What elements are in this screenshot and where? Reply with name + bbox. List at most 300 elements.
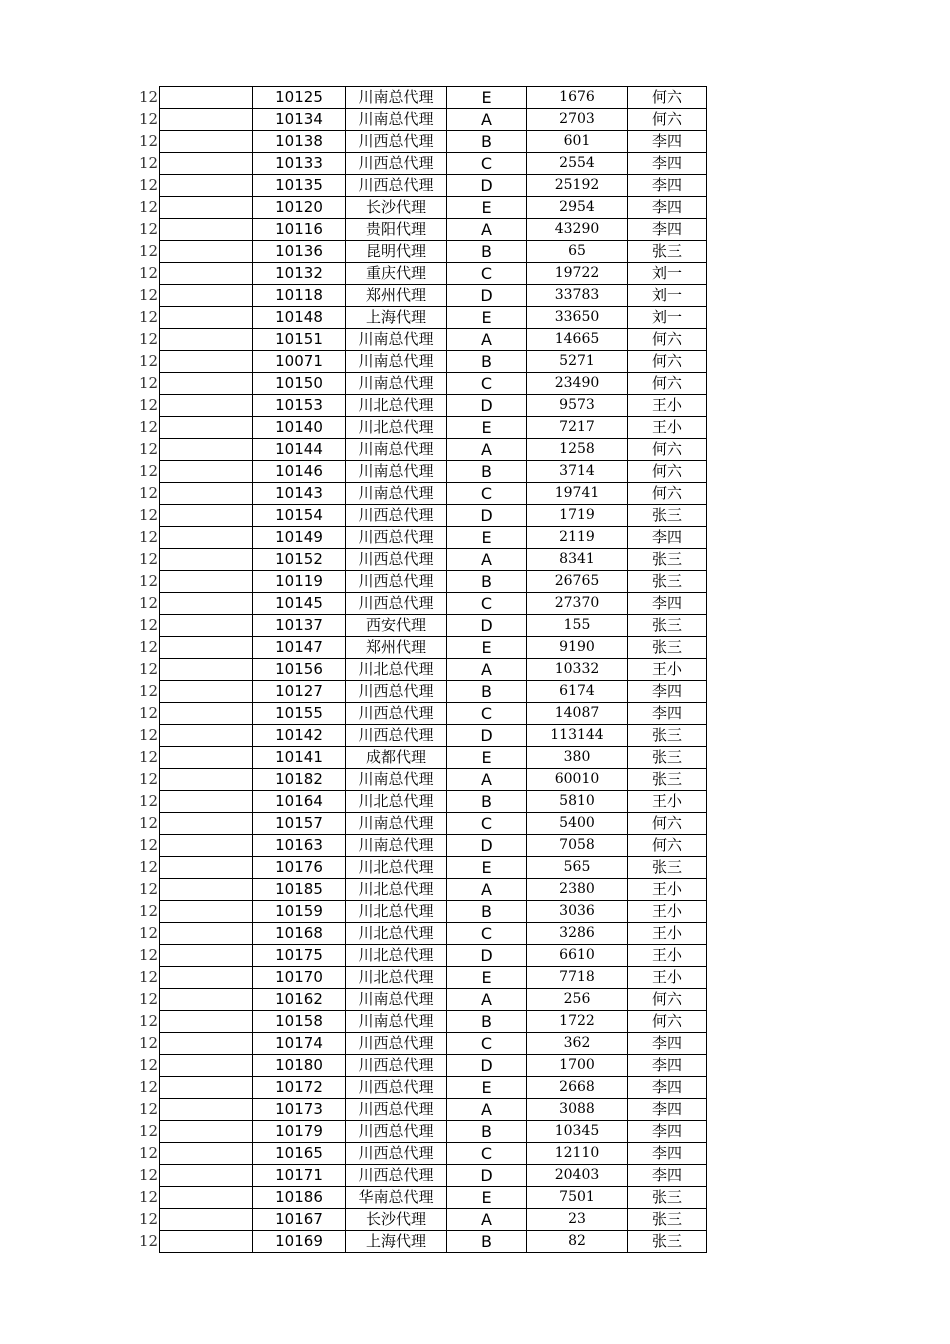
blank-cell[interactable]	[160, 879, 253, 901]
person-cell[interactable]: 王小	[628, 967, 707, 989]
amount-cell[interactable]: 380	[527, 747, 628, 769]
month-cell[interactable]: 12	[139, 616, 159, 634]
amount-cell[interactable]: 25192	[527, 175, 628, 197]
person-cell[interactable]: 何六	[628, 109, 707, 131]
category-cell[interactable]: A	[447, 1099, 527, 1121]
agent-cell[interactable]: 川西总代理	[346, 1033, 447, 1055]
person-cell[interactable]: 何六	[628, 87, 707, 109]
amount-cell[interactable]: 33650	[527, 307, 628, 329]
amount-cell[interactable]: 9190	[527, 637, 628, 659]
category-cell[interactable]: D	[447, 1055, 527, 1077]
blank-cell[interactable]	[160, 1121, 253, 1143]
month-cell[interactable]: 12	[139, 1144, 159, 1162]
blank-cell[interactable]	[160, 659, 253, 681]
person-cell[interactable]: 王小	[628, 879, 707, 901]
agent-cell[interactable]: 华南总代理	[346, 1187, 447, 1209]
person-cell[interactable]: 李四	[628, 197, 707, 219]
category-cell[interactable]: E	[447, 87, 527, 109]
amount-cell[interactable]: 6174	[527, 681, 628, 703]
code-cell[interactable]: 10132	[253, 263, 346, 285]
agent-cell[interactable]: 川北总代理	[346, 857, 447, 879]
month-cell[interactable]: 12	[139, 286, 159, 304]
month-cell[interactable]: 12	[139, 990, 159, 1008]
person-cell[interactable]: 何六	[628, 1011, 707, 1033]
person-cell[interactable]: 何六	[628, 439, 707, 461]
person-cell[interactable]: 李四	[628, 1055, 707, 1077]
agent-cell[interactable]: 郑州代理	[346, 637, 447, 659]
amount-cell[interactable]: 19741	[527, 483, 628, 505]
category-cell[interactable]: B	[447, 901, 527, 923]
code-cell[interactable]: 10156	[253, 659, 346, 681]
person-cell[interactable]: 李四	[628, 1143, 707, 1165]
code-cell[interactable]: 10149	[253, 527, 346, 549]
month-cell[interactable]: 12	[139, 682, 159, 700]
month-cell[interactable]: 12	[139, 594, 159, 612]
code-cell[interactable]: 10152	[253, 549, 346, 571]
person-cell[interactable]: 何六	[628, 813, 707, 835]
code-cell[interactable]: 10142	[253, 725, 346, 747]
person-cell[interactable]: 何六	[628, 483, 707, 505]
amount-cell[interactable]: 2668	[527, 1077, 628, 1099]
blank-cell[interactable]	[160, 1033, 253, 1055]
agent-cell[interactable]: 川西总代理	[346, 131, 447, 153]
blank-cell[interactable]	[160, 417, 253, 439]
person-cell[interactable]: 刘一	[628, 263, 707, 285]
category-cell[interactable]: D	[447, 1165, 527, 1187]
agent-cell[interactable]: 川南总代理	[346, 109, 447, 131]
blank-cell[interactable]	[160, 571, 253, 593]
category-cell[interactable]: D	[447, 835, 527, 857]
agent-cell[interactable]: 川西总代理	[346, 1099, 447, 1121]
category-cell[interactable]: B	[447, 351, 527, 373]
agent-cell[interactable]: 川西总代理	[346, 153, 447, 175]
person-cell[interactable]: 张三	[628, 747, 707, 769]
blank-cell[interactable]	[160, 1011, 253, 1033]
month-cell[interactable]: 12	[139, 792, 159, 810]
month-cell[interactable]: 12	[139, 902, 159, 920]
code-cell[interactable]: 10175	[253, 945, 346, 967]
amount-cell[interactable]: 82	[527, 1231, 628, 1253]
category-cell[interactable]: A	[447, 329, 527, 351]
person-cell[interactable]: 何六	[628, 329, 707, 351]
category-cell[interactable]: A	[447, 989, 527, 1011]
code-cell[interactable]: 10127	[253, 681, 346, 703]
code-cell[interactable]: 10153	[253, 395, 346, 417]
category-cell[interactable]: D	[447, 395, 527, 417]
blank-cell[interactable]	[160, 153, 253, 175]
month-cell[interactable]: 12	[139, 132, 159, 150]
amount-cell[interactable]: 3088	[527, 1099, 628, 1121]
month-cell[interactable]: 12	[139, 1122, 159, 1140]
month-cell[interactable]: 12	[139, 814, 159, 832]
agent-cell[interactable]: 川南总代理	[346, 461, 447, 483]
category-cell[interactable]: E	[447, 747, 527, 769]
blank-cell[interactable]	[160, 109, 253, 131]
month-cell[interactable]: 12	[139, 770, 159, 788]
month-cell[interactable]: 12	[139, 242, 159, 260]
month-cell[interactable]: 12	[139, 924, 159, 942]
amount-cell[interactable]: 1258	[527, 439, 628, 461]
blank-cell[interactable]	[160, 549, 253, 571]
blank-cell[interactable]	[160, 791, 253, 813]
month-cell[interactable]: 12	[139, 506, 159, 524]
blank-cell[interactable]	[160, 615, 253, 637]
blank-cell[interactable]	[160, 1209, 253, 1231]
category-cell[interactable]: A	[447, 769, 527, 791]
agent-cell[interactable]: 川南总代理	[346, 813, 447, 835]
agent-cell[interactable]: 川南总代理	[346, 373, 447, 395]
person-cell[interactable]: 李四	[628, 1099, 707, 1121]
blank-cell[interactable]	[160, 923, 253, 945]
agent-cell[interactable]: 川西总代理	[346, 593, 447, 615]
month-cell[interactable]: 12	[139, 638, 159, 656]
person-cell[interactable]: 李四	[628, 703, 707, 725]
blank-cell[interactable]	[160, 307, 253, 329]
category-cell[interactable]: B	[447, 1121, 527, 1143]
code-cell[interactable]: 10159	[253, 901, 346, 923]
month-cell[interactable]: 12	[139, 1078, 159, 1096]
agent-cell[interactable]: 川西总代理	[346, 1143, 447, 1165]
person-cell[interactable]: 张三	[628, 1231, 707, 1253]
blank-cell[interactable]	[160, 175, 253, 197]
category-cell[interactable]: A	[447, 879, 527, 901]
category-cell[interactable]: B	[447, 1011, 527, 1033]
person-cell[interactable]: 王小	[628, 417, 707, 439]
person-cell[interactable]: 李四	[628, 681, 707, 703]
person-cell[interactable]: 王小	[628, 901, 707, 923]
agent-cell[interactable]: 郑州代理	[346, 285, 447, 307]
agent-cell[interactable]: 川北总代理	[346, 791, 447, 813]
month-cell[interactable]: 12	[139, 968, 159, 986]
amount-cell[interactable]: 1719	[527, 505, 628, 527]
amount-cell[interactable]: 256	[527, 989, 628, 1011]
blank-cell[interactable]	[160, 1143, 253, 1165]
category-cell[interactable]: E	[447, 1077, 527, 1099]
blank-cell[interactable]	[160, 813, 253, 835]
code-cell[interactable]: 10147	[253, 637, 346, 659]
month-cell[interactable]: 12	[139, 462, 159, 480]
person-cell[interactable]: 张三	[628, 769, 707, 791]
month-cell[interactable]: 12	[139, 1210, 159, 1228]
blank-cell[interactable]	[160, 1077, 253, 1099]
code-cell[interactable]: 10150	[253, 373, 346, 395]
agent-cell[interactable]: 川西总代理	[346, 703, 447, 725]
code-cell[interactable]: 10176	[253, 857, 346, 879]
month-cell[interactable]: 12	[139, 198, 159, 216]
person-cell[interactable]: 张三	[628, 241, 707, 263]
amount-cell[interactable]: 2703	[527, 109, 628, 131]
agent-cell[interactable]: 川西总代理	[346, 527, 447, 549]
code-cell[interactable]: 10167	[253, 1209, 346, 1231]
amount-cell[interactable]: 565	[527, 857, 628, 879]
amount-cell[interactable]: 27370	[527, 593, 628, 615]
category-cell[interactable]: B	[447, 791, 527, 813]
month-cell[interactable]: 12	[139, 946, 159, 964]
person-cell[interactable]: 李四	[628, 131, 707, 153]
person-cell[interactable]: 张三	[628, 549, 707, 571]
category-cell[interactable]: D	[447, 615, 527, 637]
month-cell[interactable]: 12	[139, 704, 159, 722]
category-cell[interactable]: E	[447, 1187, 527, 1209]
amount-cell[interactable]: 10332	[527, 659, 628, 681]
agent-cell[interactable]: 川西总代理	[346, 1165, 447, 1187]
month-cell[interactable]: 12	[139, 1166, 159, 1184]
amount-cell[interactable]: 113144	[527, 725, 628, 747]
code-cell[interactable]: 10146	[253, 461, 346, 483]
month-cell[interactable]: 12	[139, 484, 159, 502]
month-cell[interactable]: 12	[139, 352, 159, 370]
person-cell[interactable]: 张三	[628, 1187, 707, 1209]
code-cell[interactable]: 10145	[253, 593, 346, 615]
blank-cell[interactable]	[160, 131, 253, 153]
code-cell[interactable]: 10134	[253, 109, 346, 131]
amount-cell[interactable]: 26765	[527, 571, 628, 593]
blank-cell[interactable]	[160, 461, 253, 483]
blank-cell[interactable]	[160, 637, 253, 659]
code-cell[interactable]: 10140	[253, 417, 346, 439]
amount-cell[interactable]: 5810	[527, 791, 628, 813]
month-cell[interactable]: 12	[139, 330, 159, 348]
code-cell[interactable]: 10135	[253, 175, 346, 197]
blank-cell[interactable]	[160, 351, 253, 373]
amount-cell[interactable]: 9573	[527, 395, 628, 417]
blank-cell[interactable]	[160, 285, 253, 307]
person-cell[interactable]: 张三	[628, 637, 707, 659]
category-cell[interactable]: B	[447, 461, 527, 483]
blank-cell[interactable]	[160, 967, 253, 989]
category-cell[interactable]: C	[447, 263, 527, 285]
person-cell[interactable]: 何六	[628, 351, 707, 373]
amount-cell[interactable]: 12110	[527, 1143, 628, 1165]
blank-cell[interactable]	[160, 263, 253, 285]
code-cell[interactable]: 10168	[253, 923, 346, 945]
agent-cell[interactable]: 川北总代理	[346, 967, 447, 989]
month-cell[interactable]: 12	[139, 440, 159, 458]
amount-cell[interactable]: 23490	[527, 373, 628, 395]
amount-cell[interactable]: 3286	[527, 923, 628, 945]
amount-cell[interactable]: 6610	[527, 945, 628, 967]
amount-cell[interactable]: 362	[527, 1033, 628, 1055]
category-cell[interactable]: B	[447, 241, 527, 263]
month-cell[interactable]: 12	[139, 880, 159, 898]
agent-cell[interactable]: 成都代理	[346, 747, 447, 769]
month-cell[interactable]: 12	[139, 220, 159, 238]
amount-cell[interactable]: 23	[527, 1209, 628, 1231]
person-cell[interactable]: 何六	[628, 989, 707, 1011]
amount-cell[interactable]: 65	[527, 241, 628, 263]
person-cell[interactable]: 李四	[628, 1033, 707, 1055]
blank-cell[interactable]	[160, 945, 253, 967]
blank-cell[interactable]	[160, 1187, 253, 1209]
amount-cell[interactable]: 14665	[527, 329, 628, 351]
agent-cell[interactable]: 川南总代理	[346, 1011, 447, 1033]
agent-cell[interactable]: 川西总代理	[346, 549, 447, 571]
month-cell[interactable]: 12	[139, 660, 159, 678]
blank-cell[interactable]	[160, 769, 253, 791]
category-cell[interactable]: E	[447, 197, 527, 219]
category-cell[interactable]: A	[447, 219, 527, 241]
blank-cell[interactable]	[160, 219, 253, 241]
amount-cell[interactable]: 5271	[527, 351, 628, 373]
amount-cell[interactable]: 2954	[527, 197, 628, 219]
month-cell[interactable]: 12	[139, 572, 159, 590]
code-cell[interactable]: 10141	[253, 747, 346, 769]
blank-cell[interactable]	[160, 197, 253, 219]
amount-cell[interactable]: 1700	[527, 1055, 628, 1077]
month-cell[interactable]: 12	[139, 726, 159, 744]
code-cell[interactable]: 10118	[253, 285, 346, 307]
person-cell[interactable]: 张三	[628, 1209, 707, 1231]
person-cell[interactable]: 李四	[628, 219, 707, 241]
category-cell[interactable]: A	[447, 109, 527, 131]
person-cell[interactable]: 李四	[628, 175, 707, 197]
code-cell[interactable]: 10169	[253, 1231, 346, 1253]
agent-cell[interactable]: 川北总代理	[346, 659, 447, 681]
code-cell[interactable]: 10138	[253, 131, 346, 153]
blank-cell[interactable]	[160, 439, 253, 461]
code-cell[interactable]: 10174	[253, 1033, 346, 1055]
code-cell[interactable]: 10071	[253, 351, 346, 373]
agent-cell[interactable]: 川北总代理	[346, 395, 447, 417]
blank-cell[interactable]	[160, 593, 253, 615]
category-cell[interactable]: E	[447, 857, 527, 879]
amount-cell[interactable]: 7501	[527, 1187, 628, 1209]
category-cell[interactable]: E	[447, 307, 527, 329]
code-cell[interactable]: 10158	[253, 1011, 346, 1033]
month-cell[interactable]: 12	[139, 836, 159, 854]
category-cell[interactable]: A	[447, 549, 527, 571]
month-cell[interactable]: 12	[139, 1188, 159, 1206]
code-cell[interactable]: 10136	[253, 241, 346, 263]
blank-cell[interactable]	[160, 527, 253, 549]
month-cell[interactable]: 12	[139, 110, 159, 128]
blank-cell[interactable]	[160, 505, 253, 527]
category-cell[interactable]: C	[447, 1033, 527, 1055]
code-cell[interactable]: 10171	[253, 1165, 346, 1187]
blank-cell[interactable]	[160, 747, 253, 769]
person-cell[interactable]: 张三	[628, 505, 707, 527]
category-cell[interactable]: C	[447, 373, 527, 395]
month-cell[interactable]: 12	[139, 748, 159, 766]
code-cell[interactable]: 10164	[253, 791, 346, 813]
person-cell[interactable]: 李四	[628, 527, 707, 549]
code-cell[interactable]: 10148	[253, 307, 346, 329]
category-cell[interactable]: B	[447, 571, 527, 593]
month-cell[interactable]: 12	[139, 176, 159, 194]
amount-cell[interactable]: 19722	[527, 263, 628, 285]
month-cell[interactable]: 12	[139, 264, 159, 282]
blank-cell[interactable]	[160, 835, 253, 857]
blank-cell[interactable]	[160, 87, 253, 109]
person-cell[interactable]: 刘一	[628, 307, 707, 329]
code-cell[interactable]: 10173	[253, 1099, 346, 1121]
category-cell[interactable]: C	[447, 703, 527, 725]
code-cell[interactable]: 10144	[253, 439, 346, 461]
agent-cell[interactable]: 川西总代理	[346, 571, 447, 593]
amount-cell[interactable]: 7217	[527, 417, 628, 439]
amount-cell[interactable]: 43290	[527, 219, 628, 241]
code-cell[interactable]: 10116	[253, 219, 346, 241]
code-cell[interactable]: 10155	[253, 703, 346, 725]
blank-cell[interactable]	[160, 989, 253, 1011]
month-cell[interactable]: 12	[139, 1012, 159, 1030]
code-cell[interactable]: 10125	[253, 87, 346, 109]
person-cell[interactable]: 何六	[628, 835, 707, 857]
person-cell[interactable]: 王小	[628, 395, 707, 417]
category-cell[interactable]: A	[447, 659, 527, 681]
agent-cell[interactable]: 川南总代理	[346, 989, 447, 1011]
amount-cell[interactable]: 14087	[527, 703, 628, 725]
category-cell[interactable]: D	[447, 945, 527, 967]
category-cell[interactable]: C	[447, 1143, 527, 1165]
code-cell[interactable]: 10162	[253, 989, 346, 1011]
category-cell[interactable]: D	[447, 175, 527, 197]
person-cell[interactable]: 王小	[628, 659, 707, 681]
person-cell[interactable]: 李四	[628, 153, 707, 175]
category-cell[interactable]: E	[447, 637, 527, 659]
agent-cell[interactable]: 川北总代理	[346, 417, 447, 439]
month-cell[interactable]: 12	[139, 550, 159, 568]
blank-cell[interactable]	[160, 241, 253, 263]
category-cell[interactable]: B	[447, 681, 527, 703]
blank-cell[interactable]	[160, 1231, 253, 1253]
agent-cell[interactable]: 川西总代理	[346, 1055, 447, 1077]
blank-cell[interactable]	[160, 681, 253, 703]
amount-cell[interactable]: 2554	[527, 153, 628, 175]
agent-cell[interactable]: 川西总代理	[346, 725, 447, 747]
agent-cell[interactable]: 贵阳代理	[346, 219, 447, 241]
code-cell[interactable]: 10185	[253, 879, 346, 901]
category-cell[interactable]: B	[447, 131, 527, 153]
person-cell[interactable]: 王小	[628, 945, 707, 967]
person-cell[interactable]: 王小	[628, 791, 707, 813]
amount-cell[interactable]: 10345	[527, 1121, 628, 1143]
category-cell[interactable]: E	[447, 417, 527, 439]
blank-cell[interactable]	[160, 483, 253, 505]
category-cell[interactable]: C	[447, 923, 527, 945]
agent-cell[interactable]: 昆明代理	[346, 241, 447, 263]
person-cell[interactable]: 李四	[628, 593, 707, 615]
agent-cell[interactable]: 长沙代理	[346, 197, 447, 219]
category-cell[interactable]: D	[447, 505, 527, 527]
person-cell[interactable]: 张三	[628, 725, 707, 747]
code-cell[interactable]: 10170	[253, 967, 346, 989]
code-cell[interactable]: 10154	[253, 505, 346, 527]
code-cell[interactable]: 10172	[253, 1077, 346, 1099]
category-cell[interactable]: B	[447, 1231, 527, 1253]
agent-cell[interactable]: 川西总代理	[346, 1077, 447, 1099]
amount-cell[interactable]: 5400	[527, 813, 628, 835]
code-cell[interactable]: 10180	[253, 1055, 346, 1077]
code-cell[interactable]: 10120	[253, 197, 346, 219]
blank-cell[interactable]	[160, 857, 253, 879]
agent-cell[interactable]: 重庆代理	[346, 263, 447, 285]
amount-cell[interactable]: 601	[527, 131, 628, 153]
amount-cell[interactable]: 3036	[527, 901, 628, 923]
agent-cell[interactable]: 上海代理	[346, 1231, 447, 1253]
amount-cell[interactable]: 20403	[527, 1165, 628, 1187]
blank-cell[interactable]	[160, 1055, 253, 1077]
code-cell[interactable]: 10165	[253, 1143, 346, 1165]
month-cell[interactable]: 12	[139, 396, 159, 414]
code-cell[interactable]: 10137	[253, 615, 346, 637]
code-cell[interactable]: 10179	[253, 1121, 346, 1143]
amount-cell[interactable]: 7058	[527, 835, 628, 857]
amount-cell[interactable]: 1722	[527, 1011, 628, 1033]
blank-cell[interactable]	[160, 395, 253, 417]
agent-cell[interactable]: 川北总代理	[346, 901, 447, 923]
agent-cell[interactable]: 川北总代理	[346, 945, 447, 967]
